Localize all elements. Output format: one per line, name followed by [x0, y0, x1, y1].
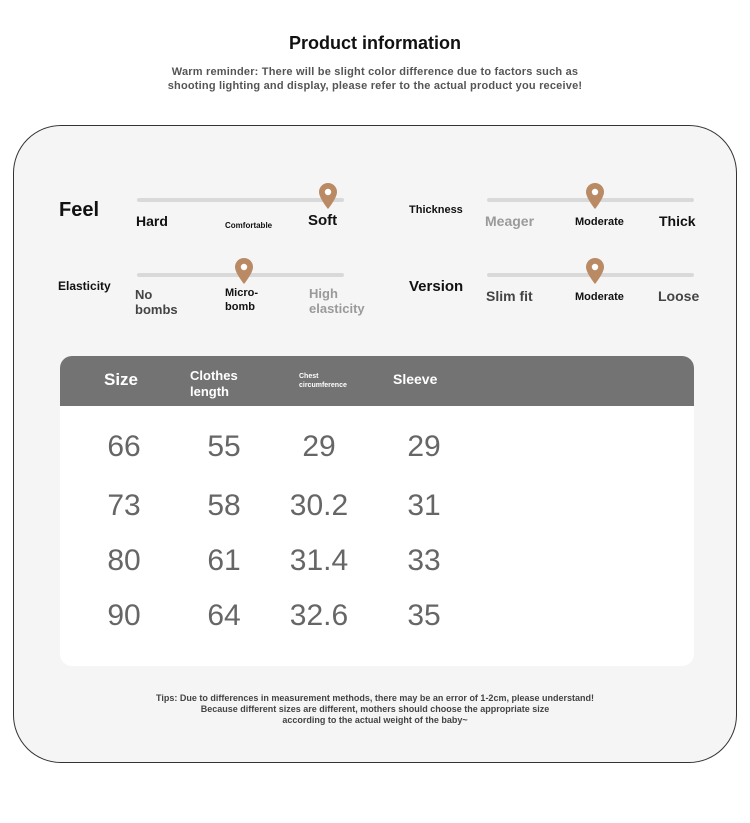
location-pin-icon: [586, 183, 604, 209]
elasticity-label: Elasticity: [58, 279, 111, 293]
cell-clothes-length: 58: [207, 489, 241, 522]
thickness-option-moderate: Moderate: [575, 216, 624, 228]
thickness-option-thick: Thick: [659, 213, 696, 229]
feel-option-hard: Hard: [136, 213, 168, 229]
table-row: [60, 599, 694, 639]
header-size: Size: [104, 370, 139, 389]
tips-line-3: according to the actual weight of the baby~: [282, 715, 468, 725]
tips-note: [110, 693, 640, 726]
cell-clothes-length: 55: [207, 430, 241, 463]
header-sleeve: Sleeve: [393, 371, 438, 387]
location-pin-icon: [319, 183, 337, 209]
cell-size: 73: [107, 489, 141, 522]
cell-chest: 30.2: [289, 489, 349, 522]
page-title: Product information: [289, 33, 461, 53]
header-clothes-length-line1: Clothes: [190, 368, 238, 383]
cell-clothes-length: 61: [207, 544, 241, 577]
tips-line-2: Because different sizes are different, mothers should choose the appropriate size: [200, 704, 550, 714]
reminder-line-2: shooting lighting and display, please refer to the actual product you receive!: [167, 80, 583, 92]
version-option-loose: Loose: [658, 288, 700, 304]
cell-chest: 32.6: [289, 599, 349, 632]
elasticity-option-high-elasticity: High elasticity: [309, 286, 365, 316]
feel-option-comfortable: Comfortable: [225, 221, 273, 230]
warm-reminder: [150, 65, 600, 93]
cell-sleeve: 33: [407, 544, 441, 577]
feel-track: [137, 198, 344, 202]
cell-chest: 31.4: [289, 544, 349, 577]
cell-size: 66: [107, 430, 141, 463]
size-table: [60, 356, 694, 666]
cell-size: 80: [107, 544, 141, 577]
header-chest-circumference: [299, 372, 347, 390]
header-clothes-length-line2: length: [190, 384, 229, 399]
cell-sleeve: 31: [407, 489, 441, 522]
table-row: [60, 489, 694, 529]
header-chest-line2: circumference: [299, 382, 347, 389]
elasticity-option-micro-bomb: Micro-bomb: [225, 287, 258, 313]
cell-clothes-length: 64: [207, 599, 241, 632]
cell-chest: 29: [302, 430, 336, 463]
reminder-line-1: Warm reminder: There will be slight color difference due to factors such as: [171, 66, 579, 78]
elasticity-option-no-bombs: No bombs: [135, 287, 178, 317]
cell-sleeve: 35: [407, 599, 441, 632]
version-label: Version: [409, 278, 464, 295]
thickness-option-meager: Meager: [485, 213, 535, 229]
location-pin-icon: [586, 258, 604, 284]
cell-size: 90: [107, 599, 141, 632]
feel-label: Feel: [59, 199, 100, 221]
version-option-slim-fit: Slim fit: [486, 288, 533, 304]
header-clothes-length: [190, 368, 238, 400]
cell-sleeve: 29: [407, 430, 441, 463]
size-table-header: [60, 356, 694, 406]
feel-option-soft: Soft: [308, 212, 338, 229]
tips-line-1: Tips: Due to differences in measurement methods, there may be an error of 1-2cm, please understand!: [156, 693, 594, 703]
version-option-moderate: Moderate: [575, 291, 624, 303]
table-row: [60, 544, 694, 584]
thickness-label: Thickness: [409, 204, 463, 216]
location-pin-icon: [235, 258, 253, 284]
table-row: [60, 430, 694, 470]
header-chest-line1: Chest: [299, 373, 319, 380]
